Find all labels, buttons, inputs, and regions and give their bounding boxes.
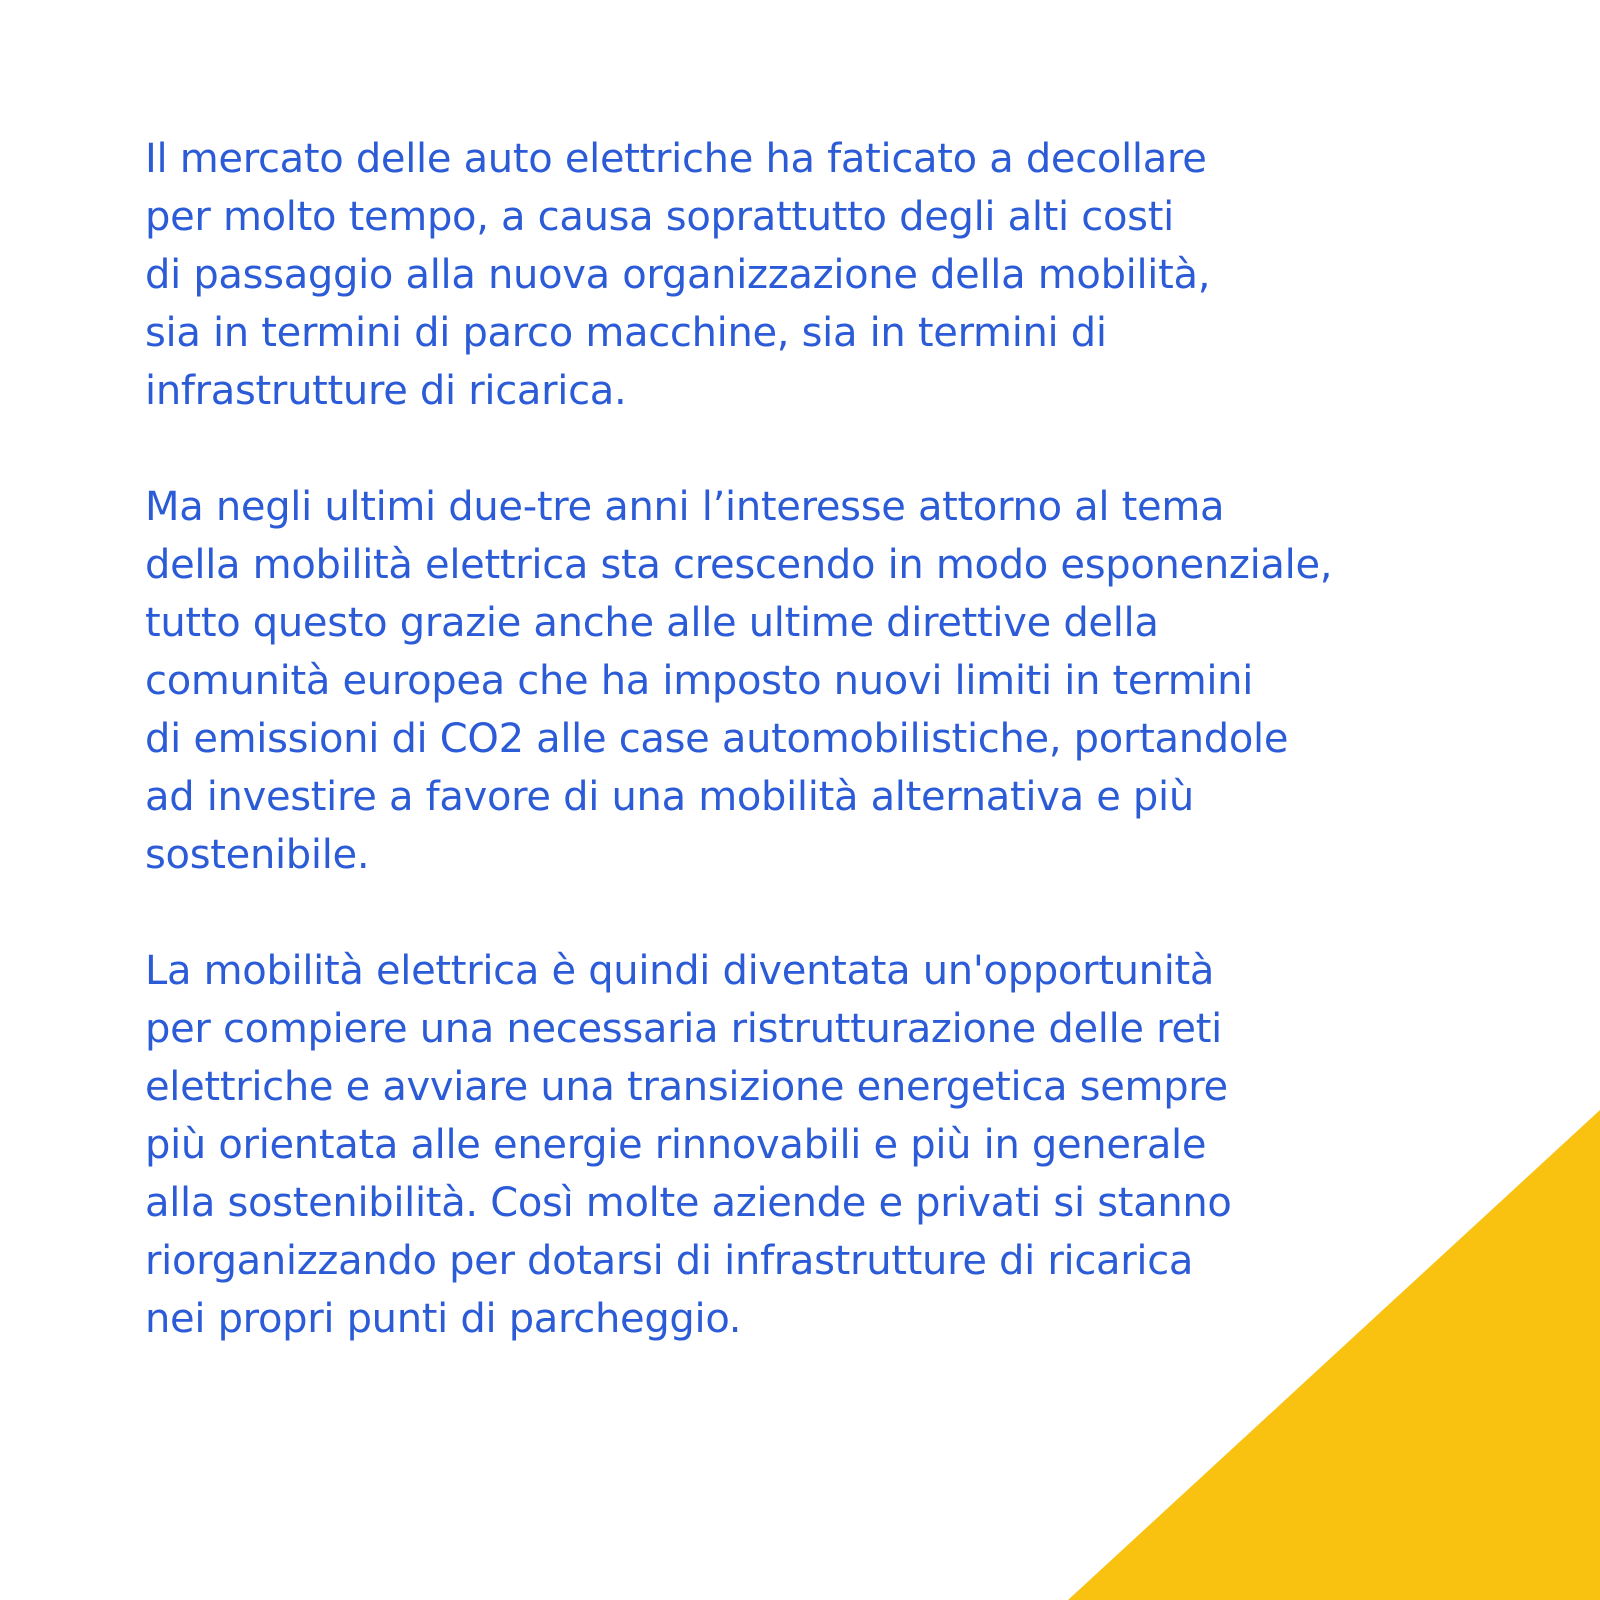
text-line: sostenibile. [145, 832, 370, 878]
text-line: comunità europea che ha imposto nuovi limiti in termini [145, 658, 1254, 704]
paragraph-1 [145, 130, 1585, 420]
text-line: della mobilità elettrica sta crescendo in modo esponenziale, [145, 542, 1333, 588]
text-line: nei propri punti di parcheggio. [145, 1296, 742, 1342]
text-line: La mobilità elettrica è quindi diventata un'opportunità [145, 948, 1215, 994]
paragraph-3 [145, 942, 1585, 1348]
text-line: elettriche e avviare una transizione energetica sempre [145, 1064, 1228, 1110]
text-line: per compiere una necessaria ristrutturazione delle reti [145, 1006, 1222, 1052]
text-line: sia in termini di parco macchine, sia in termini di [145, 310, 1107, 356]
text-line: più orientata alle energie rinnovabili e più in generale [145, 1122, 1207, 1168]
text-line: tutto questo grazie anche alle ultime direttive della [145, 600, 1159, 646]
text-line: di emissioni di CO2 alle case automobilistiche, portandole [145, 716, 1289, 762]
text-line: alla sostenibilità. Così molte aziende e privati si stanno [145, 1180, 1232, 1226]
body-text [145, 130, 1585, 1348]
text-line: Ma negli ultimi due-tre anni l’interesse attorno al tema [145, 484, 1225, 530]
paragraph-2 [145, 478, 1585, 884]
text-line: infrastrutture di ricarica. [145, 368, 627, 414]
text-line: per molto tempo, a causa soprattutto degli alti costi [145, 194, 1174, 240]
text-line: riorganizzando per dotarsi di infrastrutture di ricarica [145, 1238, 1194, 1284]
text-line: ad investire a favore di una mobilità alternativa e più [145, 774, 1194, 820]
text-line: di passaggio alla nuova organizzazione della mobilità, [145, 252, 1211, 298]
text-line: Il mercato delle auto elettriche ha faticato a decollare [145, 136, 1207, 182]
